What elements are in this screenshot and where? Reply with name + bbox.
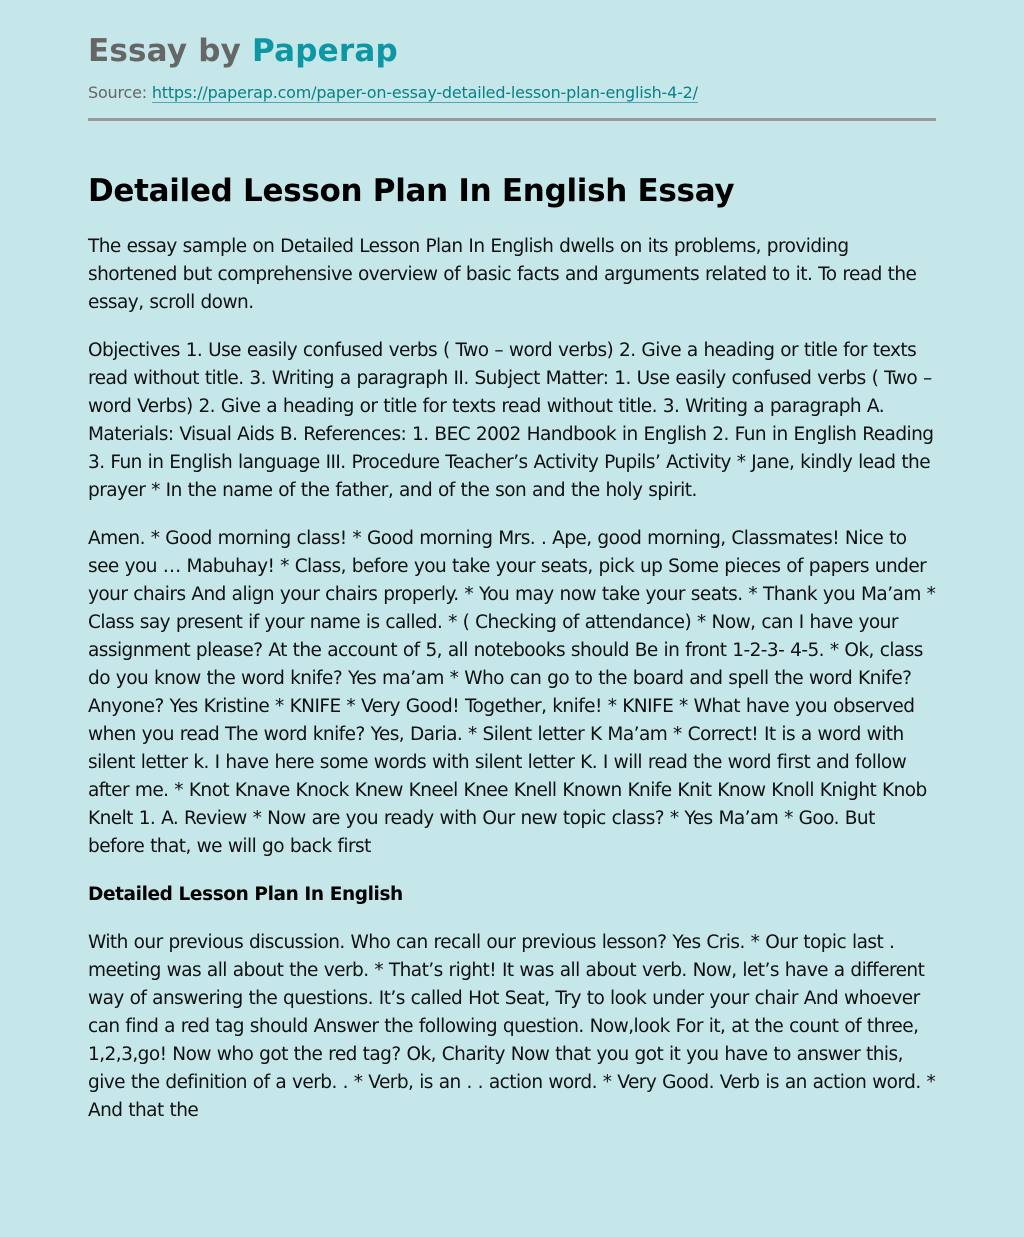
essay-title: Detailed Lesson Plan In English Essay [88, 173, 735, 209]
essay-paragraph: Amen. * Good morning class! * Good morning Mrs. . Ape, good morning, Classmates! Nice to see you … Mabuhay! * Class, before you take your seats, pick up Some pieces of papers under your chairs And align your chairs properly. * You may now take your seats. * Thank you Ma’am * Class say present if your name is called. * ( Checking of attendance) * Now, can I have your assignment please? At the account of 5, all notebooks should Be in front 1-2-3- 4-5. * Ok, class do you know the word knife? Yes ma’am * Who can go to the board and spell the word Knife? Anyone? Yes Kristine * KNIFE * Very Good! Together, knife! * KNIFE * What have you observed when you read The word knife? Yes, Daria. * Silent letter K Ma’am * Correct! It is a word with silent letter k. I have here some words with silent letter K. I will read the word first and follow after me. * Knot Knave Knock Knew Kneel Knee Knell Known Knife Knit Know Knoll Knight Knob Knelt 1. A. Review * Now are you ready with Our new topic class? * Yes Ma’am * Goo. But before that, we will go back first [88, 528, 936, 857]
essay-paragraph: With our previous discussion. Who can recall our previous lesson? Yes Cris. * Our topic last . meeting was all about the verb. * That’s right! It was all about verb. Now, let’s have a different way of answering the questions. It’s called Hot Seat, Try to look under your chair And whoever can find a red tag should Answer the following question. Now,look For it, at the count of three, 1,2,3,go! Now who got the red tag? Ok, Charity Now that you got it you have to answer this, give the definition of a verb. . * Verb, is an . . action word. * Very Good. Verb is an action word. * And that the [88, 932, 936, 1121]
brand-name: Paperap [252, 33, 398, 69]
essay-article [88, 171, 936, 1125]
source-link[interactable]: https://paperap.com/paper-on-essay-detailed-lesson-plan-english-4-2/ [151, 83, 698, 102]
header-divider [88, 118, 936, 121]
essay-subheading: Detailed Lesson Plan In English [88, 884, 403, 905]
essay-intro: The essay sample on Detailed Lesson Plan In English dwells on its problems, providing shortened but comprehensive overview of basic facts and arguments related to it. To read the essay, scroll down. [88, 236, 917, 313]
site-header [88, 30, 936, 121]
source-label: Source: [88, 83, 152, 102]
essay-paragraph: Objectives 1. Use easily confused verbs ( Two – word verbs) 2. Give a heading or title for texts read without title. 3. Writing a paragraph II. Subject Matter: 1. Use easily confused verbs ( Two – word Verbs) 2. Give a heading or title for texts read without title. 3. Writing a paragraph A. Materials: Visual Aids B. References: 1. BEC 2002 Handbook in English 2. Fun in English Reading 3. Fun in English language III. Procedure Teacher’s Activity Pupils’ Activity * Jane, kindly lead the prayer * In the name of the father, and of the son and the holy spirit. [88, 340, 934, 501]
brand-prefix: Essay by [88, 33, 253, 69]
site-brand [88, 30, 936, 72]
source-line [88, 82, 936, 104]
